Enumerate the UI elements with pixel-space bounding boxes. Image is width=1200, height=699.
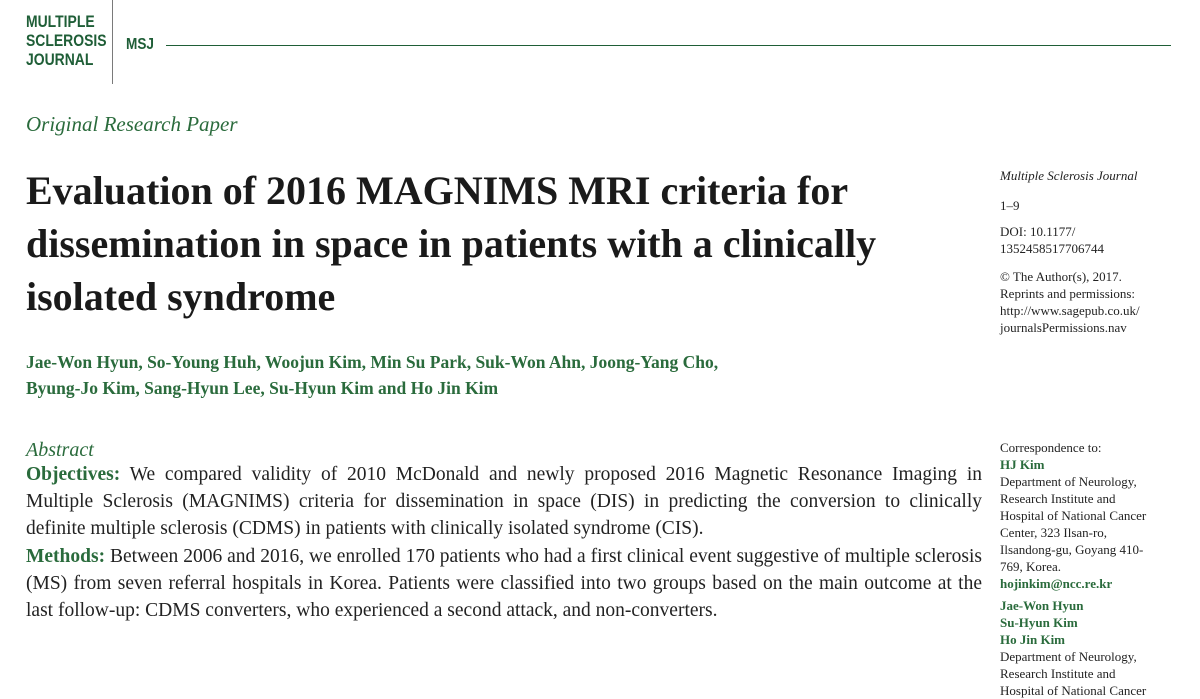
reprints-text: Reprints and permissions: xyxy=(1000,286,1136,301)
correspondence-block xyxy=(1000,439,1170,699)
correspondence-address xyxy=(1000,473,1170,575)
address-line: 769, Korea. xyxy=(1000,559,1062,574)
other-authors xyxy=(1000,597,1170,699)
correspondence-label: Correspondence to: xyxy=(1000,440,1102,455)
author-list xyxy=(26,349,946,401)
sidebar-pages: 1–9 xyxy=(1000,198,1020,213)
address-line: Research Institute and xyxy=(1000,666,1116,681)
methods-label: Methods: xyxy=(26,545,106,567)
objectives-label: Objectives: xyxy=(26,464,121,485)
logo-line: JOURNAL xyxy=(26,50,94,69)
publication-info xyxy=(1000,167,1170,336)
address-line: Ilsandong-gu, Goyang 410- xyxy=(1000,542,1144,557)
logo-line: SCLEROSIS xyxy=(26,31,107,50)
authors-line: Jae-Won Hyun, So-Young Huh, Woojun Kim, Min Su Park, Suk-Won Ahn, Joong-Yang Cho, xyxy=(26,352,719,372)
journal-abbreviation: MSJ xyxy=(126,36,154,53)
journal-logo xyxy=(26,12,107,69)
article-type: Original Research Paper xyxy=(26,112,238,136)
correspondence-email[interactable]: hojinkim@ncc.re.kr xyxy=(1000,576,1113,591)
doi-line: DOI: 10.1177/ xyxy=(1000,224,1076,239)
article-title: Evaluation of 2016 MAGNIMS MRI criteria for dissemination in space in patients with a clinically isolated syndrome xyxy=(26,168,877,319)
sidebar-doi xyxy=(1000,223,1170,257)
address-line: Center, 323 Ilsan-ro, xyxy=(1000,525,1108,540)
abstract-body xyxy=(26,461,982,624)
abstract-heading: Abstract xyxy=(26,439,94,461)
objectives-text: We compared validity of 2010 McDonald and newly proposed 2016 Magnetic Resonance Imaging in Multiple Sclerosis (MAGNIMS) criteria for dissemination in space (DIS) in predicting the conversion to clinically definite multiple sclerosis (CDMS) in patients with clinically isolated syndrome (CIS). xyxy=(26,464,982,540)
permissions-link[interactable]: http://www.sagepub.co.uk/ xyxy=(1000,303,1140,318)
objectives-paragraph xyxy=(26,461,982,543)
copyright-text: © The Author(s), 2017. xyxy=(1000,269,1122,284)
address-line: Hospital of National Cancer xyxy=(1000,683,1147,698)
author-name: Su-Hyun Kim xyxy=(1000,615,1078,630)
author-name: Ho Jin Kim xyxy=(1000,632,1066,647)
logo-line: MULTIPLE xyxy=(26,12,95,31)
header-rule xyxy=(166,45,1171,46)
correspondence-name: HJ Kim xyxy=(1000,457,1045,472)
sidebar-journal-name: Multiple Sclerosis Journal xyxy=(1000,168,1138,183)
logo-divider xyxy=(112,0,113,84)
address-line: Hospital of National Cancer xyxy=(1000,508,1147,523)
author-name: Jae-Won Hyun xyxy=(1000,598,1084,613)
doi-line: 1352458517706744 xyxy=(1000,241,1104,256)
sidebar-copyright xyxy=(1000,268,1170,336)
address-line: Research Institute and xyxy=(1000,491,1116,506)
address-line: Department of Neurology, xyxy=(1000,649,1137,664)
permissions-link[interactable]: journalsPermissions.nav xyxy=(1000,320,1127,335)
methods-paragraph xyxy=(26,543,982,625)
authors-line: Byung-Jo Kim, Sang-Hyun Lee, Su-Hyun Kim and Ho Jin Kim xyxy=(26,378,499,398)
methods-text: Between 2006 and 2016, we enrolled 170 patients who had a first clinical event suggestive of multiple sclerosis (MS) from seven referral hospitals in Korea. Patients were classified into two groups based on the main outcome at the last follow-up: CDMS converters, who experienced a second attack, and non-converters. xyxy=(26,545,982,622)
address-line: Department of Neurology, xyxy=(1000,474,1137,489)
